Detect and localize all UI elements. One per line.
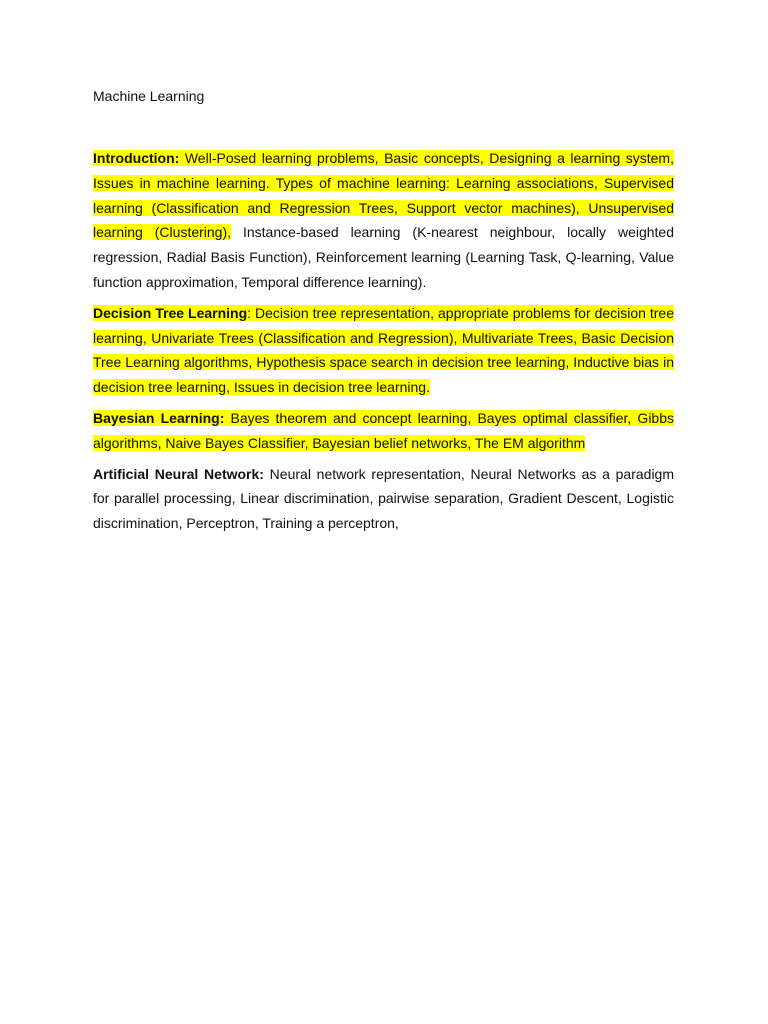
section-decision-tree-heading: Decision Tree Learning [93, 304, 248, 321]
section-ann-text: Neural network representation, Neural Networks as a paradigm for parallel processing, Linear discrimination, pairwise separation, Gradient Descent, Logistic discrimination, Perceptron, Training a perceptron, [93, 465, 674, 532]
document-page [93, 86, 674, 542]
document-title: Machine Learning [93, 88, 205, 104]
section-artificial-neural-network [93, 462, 674, 536]
section-ann-heading: Artificial Neural Network: [93, 465, 264, 482]
section-bayesian-text: Bayes theorem and concept learning, Bayes optimal classifier, Gibbs algorithms, Naive Bayes Classifier, Bayesian belief networks, The EM algorithm [93, 409, 675, 451]
section-introduction-heading: Introduction: [93, 150, 180, 166]
section-decision-tree-highlighted [93, 305, 674, 395]
section-bayesian-learning [93, 406, 674, 456]
section-bayesian-highlighted [93, 410, 674, 451]
section-decision-tree-text: : Decision tree representation, appropriate problems for decision tree learning, Univariate Trees (Classification and Regression), Multivariate Trees, Basic Decision Tree Learning algorithms, Hypothesis space search in decision tree learning, Inductive bias in decision tree learning, Issues in decision tree learning. [93, 304, 674, 396]
section-bayesian-heading: Bayesian Learning: [93, 409, 225, 426]
section-introduction-plain-text: Instance-based learning (K-nearest neighbour, locally weighted regression, Radial Basis Function), Reinforcement learning (Learning Task, Q-learning, Value function approximation, Temporal difference learning). [93, 224, 674, 290]
section-decision-tree-learning [93, 301, 674, 400]
section-introduction-highlighted-text: Well-Posed learning problems, Basic concepts, Designing a learning system, Issues in machine learning. Types of machine learning: Learning associations, Supervised learning (Classification and Regression Trees, Support vector machines), Unsupervised learning (Clustering), [93, 150, 674, 241]
section-introduction [93, 146, 674, 295]
